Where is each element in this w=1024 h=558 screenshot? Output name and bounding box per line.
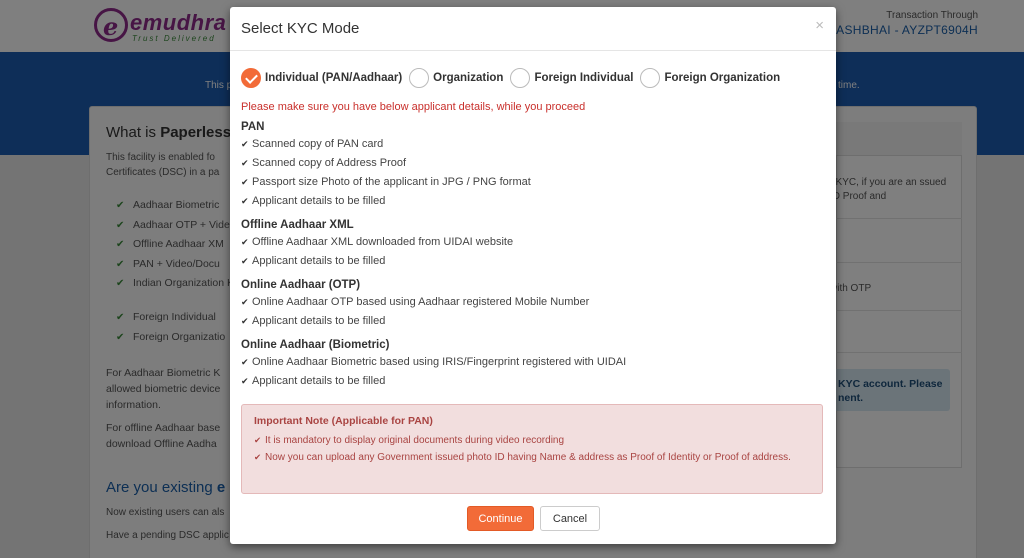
requirement-item: ✔ Applicant details to be filled [241, 192, 825, 211]
radio-unchecked-icon[interactable] [640, 68, 660, 88]
radio-foreign-individual[interactable] [510, 68, 633, 88]
kyc-mode-radio-group [241, 65, 825, 91]
note-item: ✔ It is mandatory to display original documents during video recording [254, 433, 810, 448]
radio-checked-icon[interactable] [241, 68, 261, 88]
radio-organization[interactable] [409, 68, 503, 88]
requirements-warning: Please make sure you have below applicant details, while you proceed [241, 101, 586, 113]
radio-foreign-organization[interactable] [640, 68, 780, 88]
close-icon[interactable]: × [815, 17, 824, 34]
kyc-mode-dialog [230, 7, 836, 544]
requirement-item: ✔ Online Aadhaar Biometric based using IRIS/Fingerprint registered with UIDAI [241, 353, 825, 372]
dialog-header [230, 7, 836, 51]
requirement-item: ✔ Online Aadhaar OTP based using Aadhaar registered Mobile Number [241, 293, 825, 312]
radio-label: Individual (PAN/Aadhaar) [265, 72, 403, 84]
requirement-item: ✔ Offline Aadhaar XML downloaded from UIDAI website [241, 233, 825, 252]
radio-label: Organization [433, 72, 504, 84]
radio-unchecked-icon[interactable] [510, 68, 530, 88]
note-item: ✔ Now you can upload any Government issued photo ID having Name & address as Proof of Identity or Proof of address. [254, 450, 810, 465]
note-title: Important Note (Applicable for PAN) [254, 415, 433, 427]
radio-individual[interactable] [241, 68, 402, 88]
dialog-body [241, 65, 825, 391]
section-title: PAN [241, 121, 265, 133]
section-pan [241, 119, 825, 211]
section-title: Offline Aadhaar XML [241, 219, 354, 231]
dialog-title: Select KYC Mode [241, 20, 360, 37]
section-title: Online Aadhaar (OTP) [241, 279, 361, 291]
requirement-item: ✔ Passport size Photo of the applicant in JPG / PNG format [241, 173, 825, 192]
radio-unchecked-icon[interactable] [409, 68, 429, 88]
continue-button[interactable]: Continue [467, 506, 534, 531]
section-online-aadhaar-otp [241, 277, 825, 331]
radio-label: Foreign Individual [534, 72, 634, 84]
dialog-actions [467, 506, 600, 531]
requirement-item: ✔ Applicant details to be filled [241, 252, 825, 271]
requirement-item: ✔ Scanned copy of Address Proof [241, 154, 825, 173]
section-offline-aadhaar-xml [241, 217, 825, 271]
important-note-alert [241, 404, 823, 494]
section-online-aadhaar-biometric [241, 337, 825, 391]
requirement-item: ✔ Applicant details to be filled [241, 312, 825, 331]
requirement-item: ✔ Applicant details to be filled [241, 372, 825, 391]
cancel-button[interactable]: Cancel [540, 506, 600, 531]
requirement-item: ✔ Scanned copy of PAN card [241, 135, 825, 154]
section-title: Online Aadhaar (Biometric) [241, 339, 390, 351]
radio-label: Foreign Organization [664, 72, 781, 84]
